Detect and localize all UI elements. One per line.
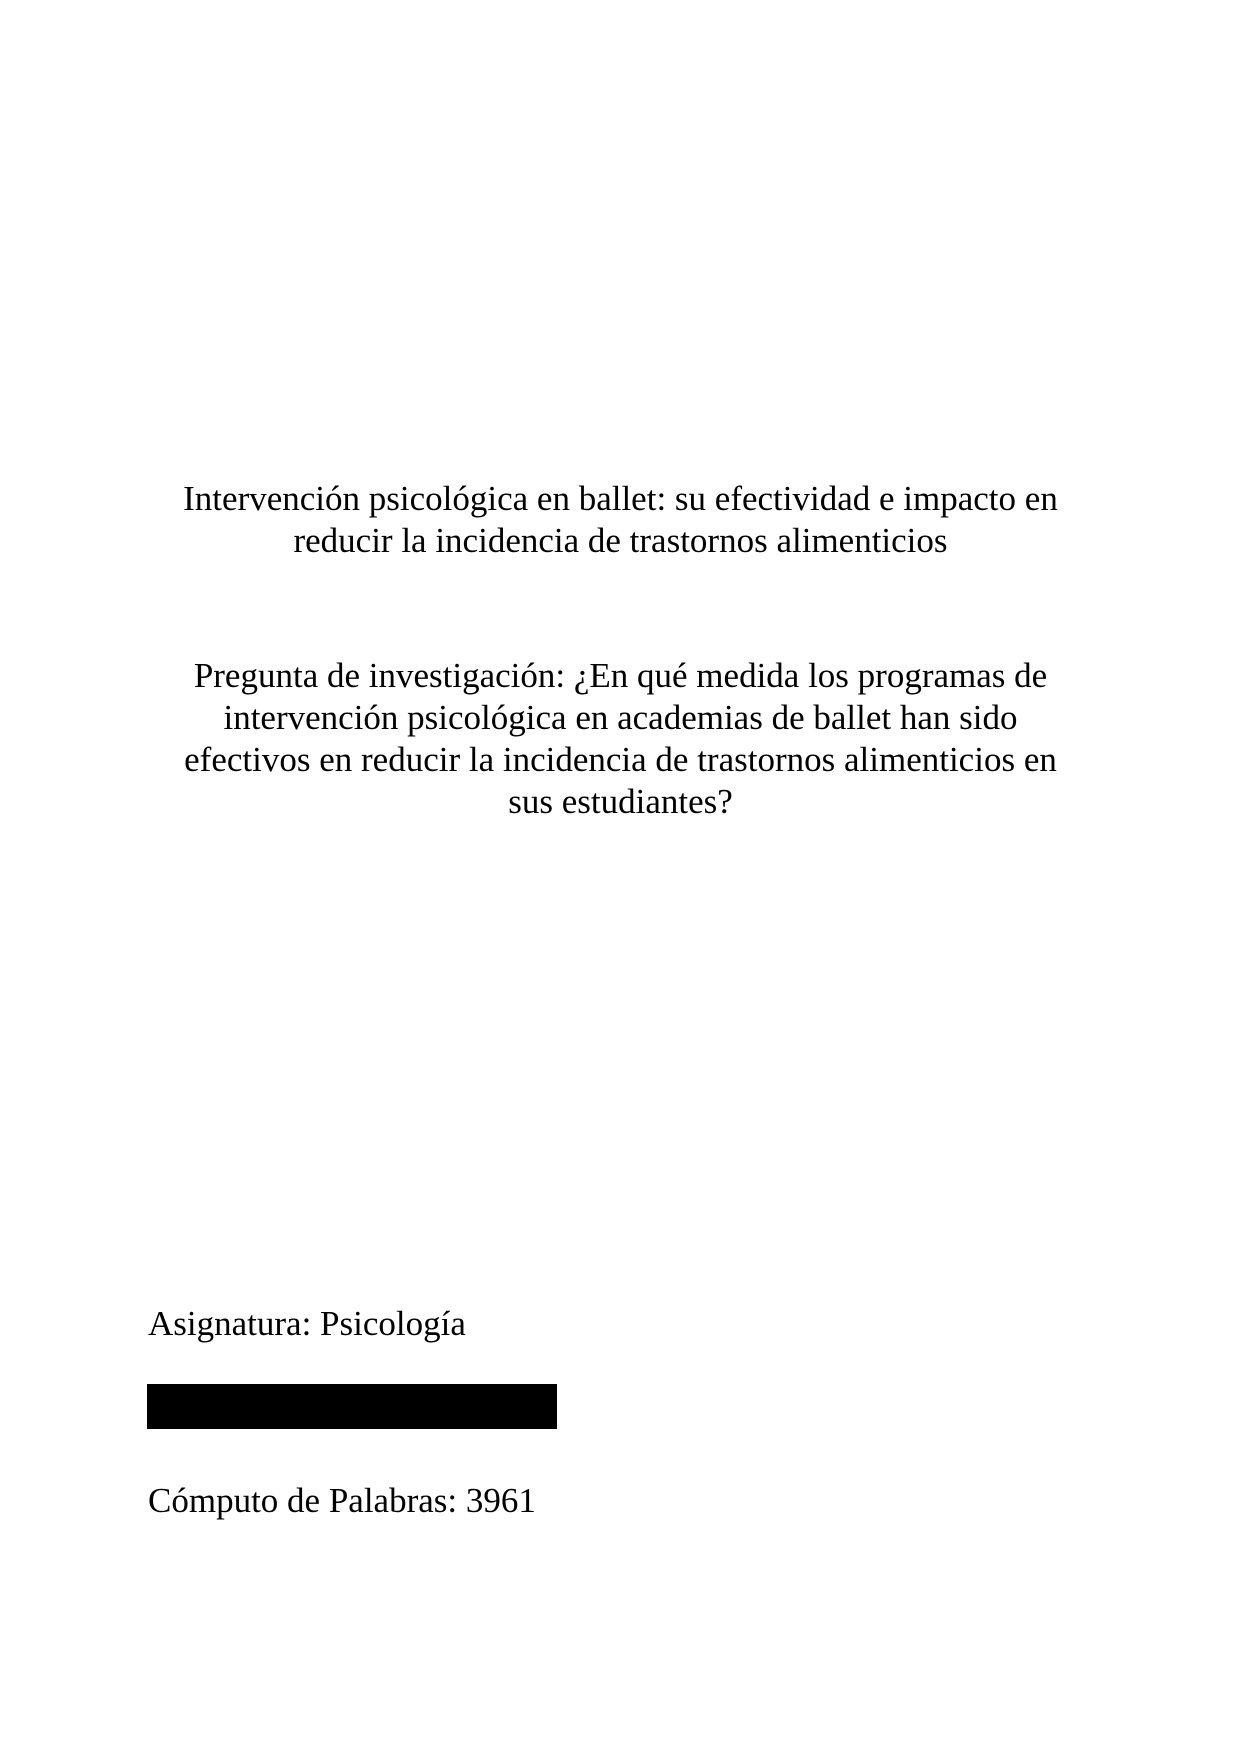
subject-label: Asignatura: Psicología [148, 1304, 466, 1343]
question-line: efectivos en reducir la incidencia de trastornos alimenticios en [184, 740, 1057, 779]
title-line: Intervención psicológica en ballet: su efectividad e impacto en [183, 479, 1058, 518]
redaction-bar [147, 1384, 557, 1429]
question-line: Pregunta de investigación: ¿En qué medida los programas de [193, 656, 1048, 695]
document-title [140, 478, 1101, 562]
title-line: reducir la incidencia de trastornos alimenticios [293, 521, 948, 560]
research-question [140, 655, 1101, 823]
question-line: sus estudiantes? [508, 782, 733, 821]
word-count: Cómputo de Palabras: 3961 [148, 1481, 536, 1520]
question-line: intervención psicológica en academias de ballet han sido [223, 698, 1018, 737]
